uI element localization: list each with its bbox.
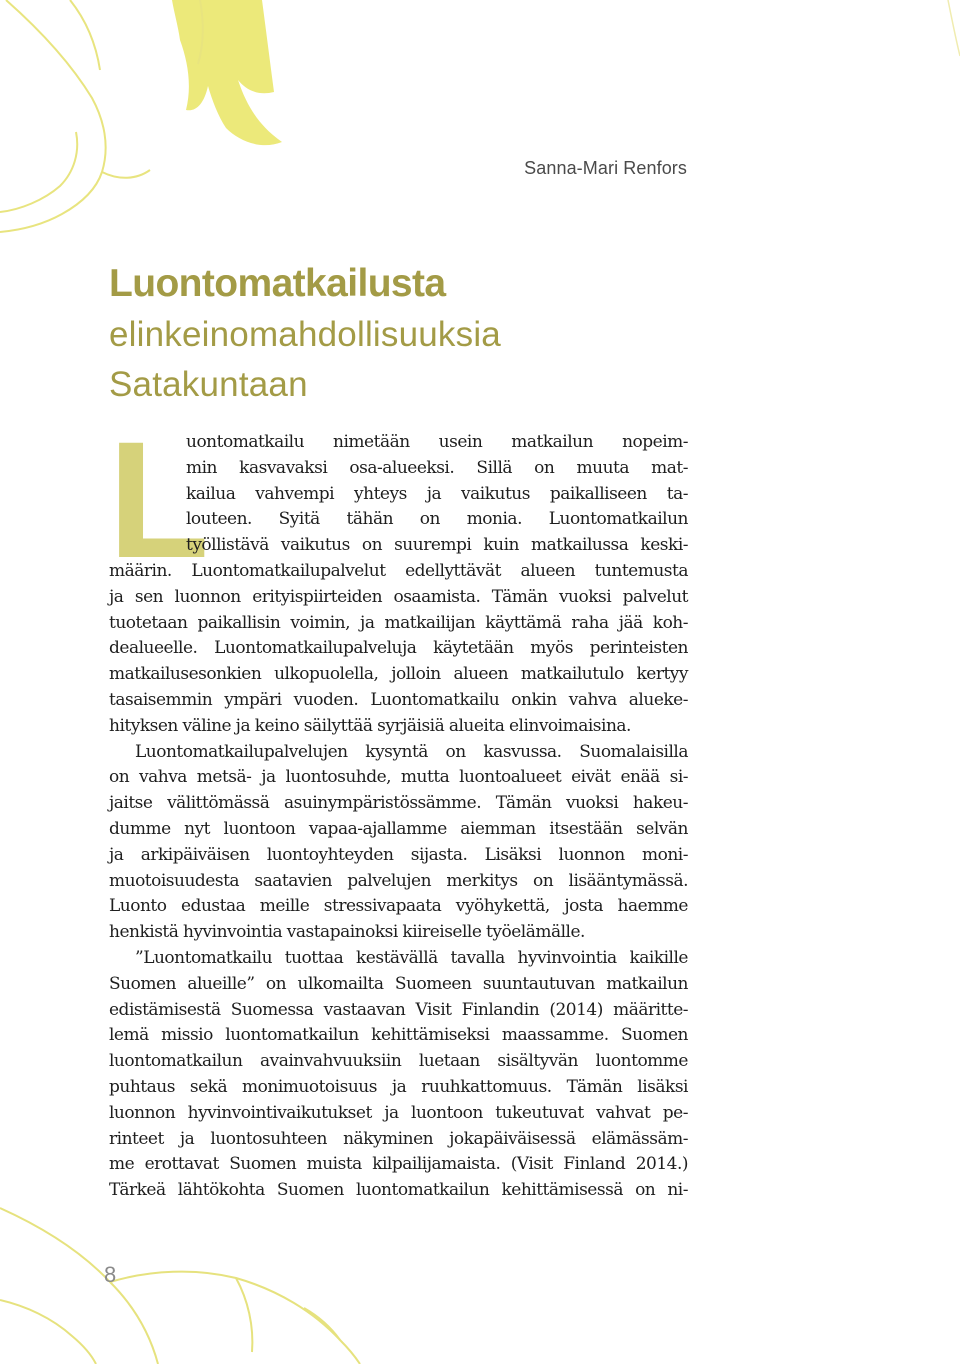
leaf-outline-bottom-4	[0, 1300, 96, 1364]
body-line: min kasvavaksi osa-alueeksi. Sillä on muuta mat-	[186, 457, 688, 478]
body-line: matkailusesonkien ulkopuolella, jolloin alueen matkailutulo kertyy	[109, 664, 688, 685]
page-number: 8	[104, 1262, 117, 1287]
body-line: määrin. Luontomatkailupalvelut edellyttävät alueen tuntemusta	[109, 560, 688, 581]
author-name: Sanna-Mari Renfors	[524, 158, 687, 178]
body-line: Luontomatkailupalvelujen kysyntä on kasvussa. Suomalaisilla	[135, 741, 688, 762]
body-line: jaitse välittömässä asuinympäristössämme. Tämän vuoksi hakeu-	[109, 793, 688, 814]
body-line: ja sen luonnon erityispiirteiden osaamista. Tämän vuoksi palvelut	[109, 586, 688, 607]
body-line: me erottavat Suomen muista kilpailijamaista. (Visit Finland 2014.)	[109, 1154, 688, 1175]
feather-outline-2	[70, 0, 100, 70]
body-line: edistämisestä Suomessa vastaavan Visit Finlandin (2014) määritte-	[109, 999, 688, 1020]
drop-cap-letter: L	[108, 408, 210, 593]
body-line: tuotetaan paikallisin voimin, ja matkailijan käyttämä raha jää koh-	[109, 612, 688, 633]
body-line: luontomatkailun avainvahvuuksiin luetaan sisältyvän luontomme	[109, 1051, 688, 1072]
body-line: luonnon hyvinvointivaikutukset ja luontoon tukeutuvat vahvat pe-	[109, 1102, 688, 1123]
feather-outline-3	[0, 132, 77, 212]
body-line: tasaisemmin ympäri vuoden. Luontomatkailu onkin vahva alueke-	[109, 689, 688, 710]
title-main-line: Luontomatkailusta	[109, 262, 446, 305]
body-line: Suomen alueille” on ulkomailta Suomeen suuntautuvan matkailun	[109, 973, 688, 994]
body-line: uontomatkailu nimetään usein matkailun nopeim-	[186, 432, 688, 452]
right-edge-line	[948, 0, 960, 56]
title-sub-line-2: Satakuntaan	[109, 365, 308, 404]
body-line: Tärkeä lähtökohta Suomen luontomatkailun kehittämisessä on ni-	[109, 1180, 688, 1201]
article-body	[109, 430, 688, 1204]
body-line: louteen. Syitä tähän on monia. Luontomatkailun	[186, 509, 688, 530]
body-line: muotoisuudesta saatavien palvelujen merkitys on lisääntymässä.	[109, 870, 688, 891]
title-sub-line-1: elinkeinomahdollisuuksia	[109, 315, 501, 354]
leaf-outline-bottom-3	[236, 1278, 252, 1352]
body-line: rinteet ja luontosuhteen näkyminen jokapäiväisessä elämässäm-	[109, 1128, 688, 1149]
body-line: ”Luontomatkailu tuottaa kestävällä tavalla hyvinvointia kaikille	[135, 947, 688, 968]
body-line: ja arkipäiväisen luontoyhteyden sijasta. Lisäksi luonnon moni-	[109, 844, 688, 865]
body-line: hityksen väline ja keino säilyttää syrjäisiä alueita elinvoimaisina.	[109, 715, 631, 736]
leaf-outline-bottom-1	[0, 1208, 158, 1364]
feather-outline-4	[102, 170, 150, 178]
body-line: puhtaus sekä monimuotoisuus ja ruuhkattomuus. Tämän lisäksi	[109, 1076, 688, 1097]
body-line: lemä missio luontomatkailun kehittämiseksi maassamme. Suomen	[109, 1025, 688, 1046]
body-line: dealueelle. Luontomatkailupalveluja käytetään myös perinteisten	[109, 638, 688, 659]
body-line: dumme nyt luontoon vapaa-ajallamme aiemman itsestään selvän	[109, 818, 688, 839]
body-line: Luonto edustaa meille stressivapaata vyöhykettä, josta haemme	[109, 896, 688, 917]
article-title	[109, 258, 729, 410]
body-line: on vahva metsä- ja luontosuhde, mutta luontoalueet eivät enää si-	[109, 767, 688, 788]
body-line: kailua vahvempi yhteys ja vaikutus paikalliseen ta-	[186, 483, 688, 504]
leaf-outline-bottom-2	[110, 1272, 360, 1364]
body-line: työllistävä vaikutus on suurempi kuin matkailussa keski-	[186, 535, 688, 556]
feather-shape-top	[172, 0, 282, 145]
body-line: henkistä hyvinvointia vastapainoksi kiireiselle työelämälle.	[109, 922, 585, 943]
